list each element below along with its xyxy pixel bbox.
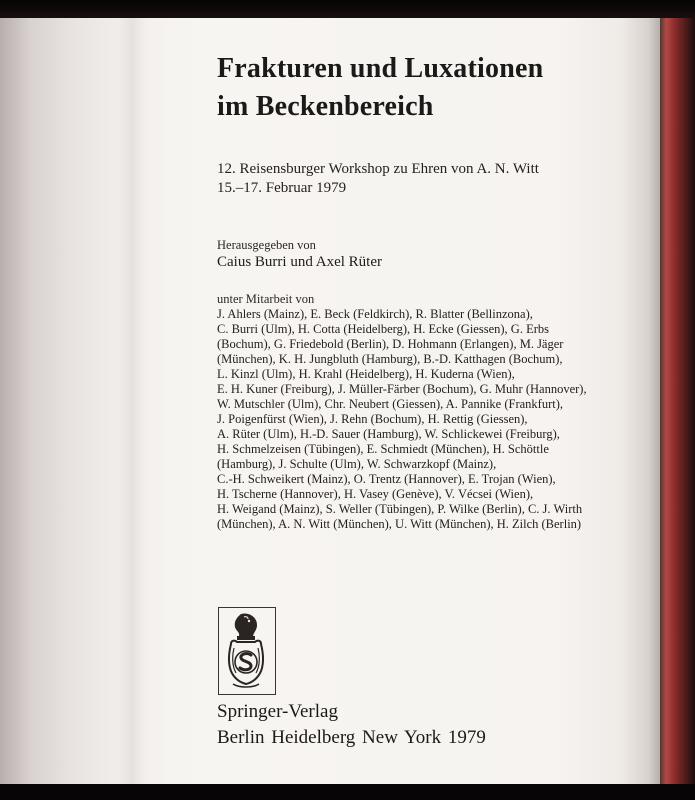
- workshop-date: 15.–17. Februar 1979: [217, 180, 347, 196]
- book-gutter: [118, 18, 146, 784]
- contributors-line: (München), K. H. Jungbluth (Hamburg), B.-D. Katthagen (Bochum),: [217, 352, 563, 366]
- contributors-line: H. Tscherne (Hannover), H. Vasey (Genève), V. Vécsei (Wien),: [217, 487, 534, 501]
- publisher-name: Springer-Verlag: [217, 701, 338, 722]
- book-subtitle: [217, 160, 637, 198]
- contributors-line: A. Rüter (Ulm), H.-D. Sauer (Hamburg), W. Schlickewei (Freiburg),: [217, 427, 560, 441]
- contributors-label: unter Mitarbeit von: [217, 292, 315, 306]
- contributors-list: [217, 307, 637, 532]
- cover-edge: [660, 18, 695, 784]
- contributors-line: H. Weigand (Mainz), S. Weller (Tübingen), P. Wilke (Berlin), C. J. Wirth: [217, 502, 583, 516]
- book-title-line-1: Frakturen und Luxationen: [217, 53, 544, 84]
- contributors-line: (München), A. N. Witt (München), U. Witt (München), H. Zilch (Berlin): [217, 517, 582, 531]
- facing-page-bleed: [0, 18, 175, 784]
- contributors-line: H. Schmelzeisen (Tübingen), E. Schmiedt (München), H. Schöttle: [217, 442, 549, 456]
- contributors-line: E. H. Kuner (Freiburg), J. Müller-Färber (Bochum), G. Muhr (Hannover),: [217, 382, 587, 396]
- contributors-line: (Bochum), G. Friedebold (Berlin), D. Hohmann (Erlangen), M. Jäger: [217, 337, 564, 351]
- contributors-line: L. Kinzl (Ulm), H. Krahl (Heidelberg), H. Kuderna (Wien),: [217, 367, 515, 381]
- editor-names: Caius Burri und Axel Rüter: [217, 254, 382, 270]
- editors-label: Herausgegeben von: [217, 238, 316, 252]
- book-title-line-2: im Beckenbereich: [217, 91, 434, 122]
- contributors-line: C. Burri (Ulm), H. Cotta (Heidelberg), H. Ecke (Giessen), G. Erbs: [217, 322, 549, 336]
- scan-background-bottom: [0, 784, 695, 800]
- contributors-line: W. Mutschler (Ulm), Chr. Neubert (Giessen), A. Pannike (Frankfurt),: [217, 397, 563, 411]
- workshop-name: 12. Reisensburger Workshop zu Ehren von A. N. Witt: [217, 161, 539, 177]
- contributors-line: (Hamburg), J. Schulte (Ulm), W. Schwarzkopf (Mainz),: [217, 457, 497, 471]
- book-title: [217, 50, 637, 126]
- chess-knight-icon: [219, 608, 274, 693]
- contributors-line: J. Poigenfürst (Wien), J. Rehn (Bochum), H. Rettig (Giessen),: [217, 412, 528, 426]
- contributors-line: J. Ahlers (Mainz), E. Beck (Feldkirch), R. Blatter (Bellinzona),: [217, 307, 533, 321]
- publisher-cities-year: Berlin Heidelberg New York 1979: [217, 727, 486, 748]
- contributors-line: C.-H. Schweikert (Mainz), O. Trentz (Hannover), E. Trojan (Wien),: [217, 472, 556, 486]
- springer-chess-knight-logo: [218, 607, 276, 695]
